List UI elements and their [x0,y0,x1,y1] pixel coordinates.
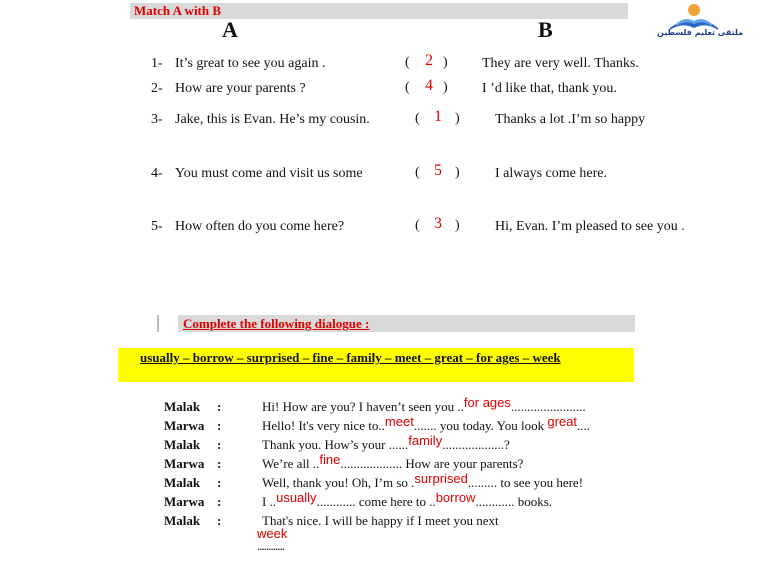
speaker-name: Malak [164,399,201,414]
column-a-heading: A [222,17,238,42]
match-row-a-text: Jake, this is Evan. He’s my cousin. [175,112,370,127]
dialogue-last-line: week ............ [257,526,288,553]
speaker-name: Marwa [164,456,205,471]
open-paren: ( [405,80,410,95]
filled-answer: borrow [435,490,476,505]
filled-answer: family [408,433,443,448]
open-paren: ( [415,218,420,233]
dialogue-text: ............ come here to .. [316,494,436,509]
match-answer-number: 2 [425,52,433,69]
open-paren: ( [415,165,420,180]
section-b-marker [157,315,159,332]
column-b-heading: B [538,17,553,42]
dialogue-text: ......... to see you here! [467,475,584,490]
speaker-colon: : [217,437,222,452]
match-row-a-text: You must come and visit us some [175,166,363,181]
dialogue-text: ............ books. [475,494,553,509]
filled-answer: usually [276,490,317,505]
speaker-colon: : [217,513,222,528]
match-row-b-text: Hi, Evan. I’m pleased to see you . [495,219,685,234]
speaker-colon: : [217,399,222,414]
filled-answer: great [547,414,577,429]
match-row-number: 5- [151,219,163,234]
filled-answer: fine [319,452,341,467]
match-row-b-text: Thanks a lot .I’m so happy [495,112,646,127]
close-paren: ) [443,55,448,70]
open-paren: ( [405,55,410,70]
word-bank: usually – borrow – surprised – fine – family – meet – great – for ages – week [140,350,561,365]
dialogue-line [262,452,524,472]
match-row-b-text: They are very well. Thanks. [482,56,639,71]
match-answer-number: 1 [434,108,442,125]
match-row-a-text: How are your parents ? [175,81,306,96]
dialogue-line [262,433,510,453]
match-answer-number: 5 [434,162,442,179]
dialogue-line [262,471,584,491]
match-row-number: 1- [151,56,163,71]
dialogue-text: We’re all .. [262,456,320,471]
dialogue-text: That's nice. I will be happy if I meet you next [262,513,499,528]
close-paren: ) [443,80,448,95]
dialogue-text: ....................... [510,399,586,414]
dialogue-text: ...................? [442,437,510,452]
dialogue-text: I .. [262,494,277,509]
speaker-name: Marwa [164,418,205,433]
filled-answer: meet [384,414,414,429]
match-answer-number: 4 [425,77,433,94]
dialogue-text: ................... How are your parents? [340,456,524,471]
match-row-number: 3- [151,112,163,127]
match-title: Match A with B [134,3,222,18]
close-paren: ) [455,111,460,126]
match-answer-number: 3 [434,215,442,232]
dialogue-line [262,490,553,510]
match-row-b-text: I always come here. [495,166,607,181]
close-paren: ) [455,218,460,233]
match-row-number: 2- [151,81,163,96]
answer-week: week [257,526,288,541]
speaker-name: Marwa [164,494,205,509]
speaker-colon: : [217,418,222,433]
match-row-a-text: It’s great to see you again . [175,56,326,71]
dialogue-text: Hi! How are you? I haven’t seen you .. [262,399,464,414]
speaker-colon: : [217,494,222,509]
match-row-a-text: How often do you come here? [175,219,345,234]
speaker-name: Malak [164,437,201,452]
dialogue-text: .... [576,418,590,433]
filled-answer: for ages [463,395,511,410]
speaker-name: Malak [164,475,201,490]
speaker-name: Malak [164,513,201,528]
dialogue-line [262,395,586,415]
dialogue-title: Complete the following dialogue : [183,316,370,331]
dialogue-text: Hello! It's very nice to.. [262,418,385,433]
logo-caption: ملتقى تعليم فلسطين [657,28,744,37]
dialogue-text: Thank you. How’s your ...... [262,437,409,452]
dialogue-text: Well, thank you! Oh, I’m so . [262,475,415,490]
speaker-colon: : [217,475,222,490]
match-row-number: 4- [151,166,163,181]
dialogue-line [262,414,590,434]
close-paren: ) [455,165,460,180]
match-row-b-text: I ’d like that, thank you. [482,81,617,96]
speaker-colon: : [217,456,222,471]
open-paren: ( [415,111,420,126]
dialogue-line [262,513,499,529]
dialogue-text: ....... you today. You look [413,418,548,433]
filled-answer: surprised [414,471,468,486]
